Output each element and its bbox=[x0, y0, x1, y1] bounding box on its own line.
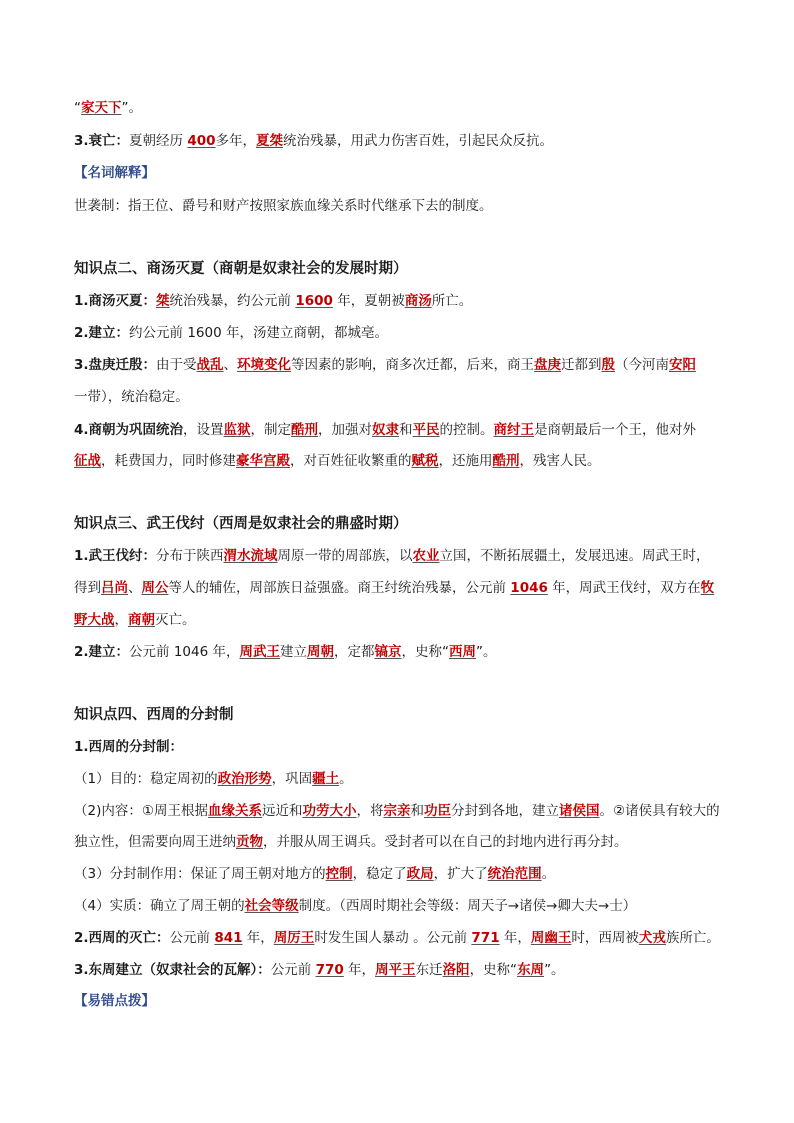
text-line bbox=[74, 98, 724, 118]
key-term: 商汤 bbox=[404, 293, 432, 309]
key-term: 酷刑 bbox=[492, 453, 520, 469]
key-term: 400 bbox=[187, 133, 216, 149]
text: 等人的辅佐，周部族日益强盛。商王纣统治残暴，公元前 bbox=[168, 580, 511, 596]
key-term: 西周 bbox=[448, 644, 476, 660]
text: ，加强对 bbox=[318, 422, 373, 438]
key-term: 镐京 bbox=[374, 644, 402, 660]
text-line bbox=[74, 610, 724, 630]
text: 年， bbox=[242, 930, 274, 946]
text: 和 bbox=[399, 422, 413, 438]
text: 等因素的影响，商多次迁都，后来，商王 bbox=[291, 357, 535, 373]
text-line bbox=[74, 131, 724, 151]
key-term: 桀 bbox=[156, 293, 170, 309]
text: 统治残暴，用武力伤害百姓，引起民众反抗。 bbox=[283, 133, 554, 149]
text: 迁都到 bbox=[561, 357, 602, 373]
key-term: 社会等级 bbox=[244, 898, 299, 914]
section-heading: 知识点三、武王伐纣（西周是奴隶社会的鼎盛时期） bbox=[74, 516, 408, 532]
key-term: 酷刑 bbox=[291, 422, 319, 438]
text: 多年， bbox=[215, 133, 257, 149]
text: 年，夏朝被 bbox=[332, 293, 405, 309]
text: （今河南 bbox=[615, 357, 670, 373]
text: 、 bbox=[223, 357, 238, 373]
item-label: 3.东周建立（奴隶社会的瓦解）： bbox=[74, 962, 271, 978]
item-label: 2.西周的灭亡： bbox=[74, 930, 170, 946]
text: （3）分封制作用：保证了周王朝对地方的 bbox=[74, 866, 326, 882]
text: 世袭制：指王位、爵号和财产按照家族血缘关系时代继承下去的制度。 bbox=[74, 198, 493, 214]
text: ，定都 bbox=[333, 644, 375, 660]
key-term: 841 bbox=[214, 930, 243, 946]
key-term: 诸侯国 bbox=[558, 803, 600, 819]
key-term: 贡物 bbox=[236, 834, 263, 850]
key-term: 夏桀 bbox=[256, 133, 284, 149]
key-term: 周武王 bbox=[239, 644, 280, 660]
text: 立国，不断拓展疆土，发展迅速。周武王时， bbox=[439, 548, 710, 564]
text: 和 bbox=[410, 803, 424, 819]
text-line bbox=[74, 387, 724, 407]
text: 。 bbox=[339, 771, 353, 787]
text: ”。 bbox=[544, 962, 565, 978]
section-heading: 知识点二、商汤灭夏（商朝是奴隶社会的发展时期） bbox=[74, 261, 408, 277]
key-term: 政治形势 bbox=[217, 771, 272, 787]
text: 独立性，但需要向周王进纳 bbox=[74, 834, 236, 850]
key-term: 1046 bbox=[510, 580, 548, 596]
key-term: 血缘关系 bbox=[207, 803, 262, 819]
text-line bbox=[74, 737, 724, 757]
key-term: 770 bbox=[315, 962, 344, 978]
text: ”。 bbox=[121, 100, 142, 116]
key-term: 疆土 bbox=[312, 771, 340, 787]
text: 公元前 1046 年， bbox=[129, 644, 240, 660]
key-term: 功臣 bbox=[423, 803, 451, 819]
item-label: 4.商朝为巩固统治 bbox=[74, 422, 184, 438]
item-label: 1.商汤灭夏： bbox=[74, 293, 157, 309]
text: ”。 bbox=[475, 644, 497, 660]
text: 分封到各地，建立 bbox=[450, 803, 559, 819]
text-line bbox=[74, 832, 724, 852]
text: 公元前 bbox=[270, 962, 316, 978]
text: ，制定 bbox=[250, 422, 292, 438]
text: 分布于陕西 bbox=[156, 548, 224, 564]
text: ， bbox=[114, 612, 128, 628]
text: ，将 bbox=[356, 803, 384, 819]
text: 年，周武王伐纣，双方在 bbox=[547, 580, 701, 596]
key-term: 洛阳 bbox=[442, 962, 470, 978]
text-line bbox=[74, 928, 724, 948]
key-term: 渭水流域 bbox=[223, 548, 278, 564]
text: ，设置 bbox=[183, 422, 224, 438]
text: ，稳定了 bbox=[352, 866, 407, 882]
text: 时，西周被 bbox=[571, 930, 639, 946]
text: ，扩大了 bbox=[433, 866, 488, 882]
text: ，史称“ bbox=[401, 644, 449, 660]
key-term: 商纣王 bbox=[493, 422, 535, 438]
key-term: 野大战 bbox=[74, 612, 115, 628]
text-line bbox=[74, 451, 724, 471]
text: 。 bbox=[541, 866, 556, 882]
key-term: 平民 bbox=[412, 422, 440, 438]
text: 所亡。 bbox=[431, 293, 473, 309]
text: 的控制。 bbox=[439, 422, 494, 438]
key-term: 宗亲 bbox=[383, 803, 411, 819]
text: ，耗费国力，同时修建 bbox=[101, 453, 236, 469]
text-line bbox=[74, 355, 724, 375]
key-term: 家天下 bbox=[81, 100, 122, 116]
text: 时发生国人暴动 。公元前 bbox=[314, 930, 472, 946]
text-line bbox=[74, 323, 724, 343]
key-term: 周平王 bbox=[375, 962, 416, 978]
key-term: 牧 bbox=[700, 580, 715, 596]
text: 公元前 bbox=[169, 930, 215, 946]
key-term: 豪华宫殿 bbox=[236, 453, 290, 469]
item-label: 1.武王伐纣： bbox=[74, 548, 157, 564]
text: 由于受 bbox=[156, 357, 197, 373]
key-term: 东周 bbox=[517, 962, 545, 978]
key-term: 殷 bbox=[601, 357, 616, 373]
key-term: 周公 bbox=[141, 580, 169, 596]
key-term: 农业 bbox=[412, 548, 440, 564]
text: 族所亡。 bbox=[665, 930, 720, 946]
text-line bbox=[74, 546, 724, 566]
text: 统治残暴，约公元前 bbox=[169, 293, 296, 309]
key-term: 商朝 bbox=[128, 612, 155, 628]
key-term: 监狱 bbox=[223, 422, 251, 438]
text: 夏朝经历 bbox=[129, 133, 188, 149]
text-line bbox=[74, 960, 724, 980]
key-term: 征战 bbox=[74, 453, 101, 469]
key-term: 吕尚 bbox=[101, 580, 128, 596]
text: 东迁 bbox=[415, 962, 443, 978]
text: ，对百姓征收繁重的 bbox=[290, 453, 412, 469]
text: 得到 bbox=[74, 580, 101, 596]
text-line bbox=[74, 642, 724, 662]
text: 年， bbox=[343, 962, 376, 978]
text: ，史称“ bbox=[469, 962, 518, 978]
text-line bbox=[74, 578, 724, 598]
text: ，残害人民。 bbox=[519, 453, 601, 469]
text-line bbox=[74, 769, 724, 789]
text-line bbox=[74, 864, 724, 884]
text-line bbox=[74, 991, 724, 1011]
item-label: 3.盘庚迁殷： bbox=[74, 357, 157, 373]
section-label: 【易错点拨】 bbox=[74, 993, 155, 1009]
key-term: 周幽王 bbox=[530, 930, 572, 946]
text: ，巩固 bbox=[271, 771, 313, 787]
item-label: 2.建立： bbox=[74, 325, 130, 341]
text: 是商朝最后一个王，他对外 bbox=[534, 422, 697, 438]
text: 周原一带的周部族，以 bbox=[277, 548, 413, 564]
key-term: 周朝 bbox=[306, 644, 334, 660]
key-term: 周厉王 bbox=[273, 930, 315, 946]
text: 远近和 bbox=[261, 803, 303, 819]
key-term: 安阳 bbox=[669, 357, 697, 373]
text-line bbox=[74, 896, 724, 916]
text-line bbox=[74, 291, 724, 311]
key-term: 环境变化 bbox=[237, 357, 292, 373]
text-line bbox=[74, 801, 724, 821]
text: 、 bbox=[128, 580, 142, 596]
key-term: 控制 bbox=[325, 866, 353, 882]
text: 灭亡。 bbox=[155, 612, 196, 628]
text: 。②诸侯具有较大的 bbox=[599, 803, 720, 819]
section-label: 【名词解释】 bbox=[74, 165, 155, 181]
key-term: 政局 bbox=[406, 866, 434, 882]
text: 建立 bbox=[279, 644, 307, 660]
item-label: 3.衰亡： bbox=[74, 133, 130, 149]
text: （2)内容：①周王根据 bbox=[74, 803, 208, 819]
key-term: 犬戎 bbox=[638, 930, 666, 946]
key-term: 功劳大小 bbox=[302, 803, 357, 819]
item-label: 2.建立： bbox=[74, 644, 130, 660]
key-term: 盘庚 bbox=[534, 357, 562, 373]
text: ，并服从周王调兵。受封者可以在自己的封地内进行再分封。 bbox=[263, 834, 628, 850]
key-term: 战乱 bbox=[196, 357, 224, 373]
text: （4）实质：确立了周王朝的 bbox=[74, 898, 245, 914]
key-term: 赋税 bbox=[411, 453, 439, 469]
text-line bbox=[74, 196, 724, 216]
text-line bbox=[74, 420, 724, 440]
text: 年， bbox=[499, 930, 531, 946]
key-term: 统治范围 bbox=[487, 866, 542, 882]
text: ，还施用 bbox=[438, 453, 493, 469]
text: 制度。（西周时期社会等级：周天子→诸侯→卿大夫→士） bbox=[298, 898, 637, 914]
section-heading: 知识点四、西周的分封制 bbox=[74, 707, 234, 723]
item-label: 1.西周的分封制： bbox=[74, 739, 184, 755]
text: “ bbox=[74, 100, 81, 116]
text: 一带），统治稳定。 bbox=[74, 389, 189, 405]
text: （1）目的：稳定周初的 bbox=[74, 771, 218, 787]
key-term: 奴隶 bbox=[372, 422, 400, 438]
key-term: 1600 bbox=[295, 293, 333, 309]
text-line bbox=[74, 163, 724, 183]
text: 约公元前 1600 年，汤建立商朝，都城亳。 bbox=[129, 325, 388, 341]
key-term: 771 bbox=[471, 930, 500, 946]
